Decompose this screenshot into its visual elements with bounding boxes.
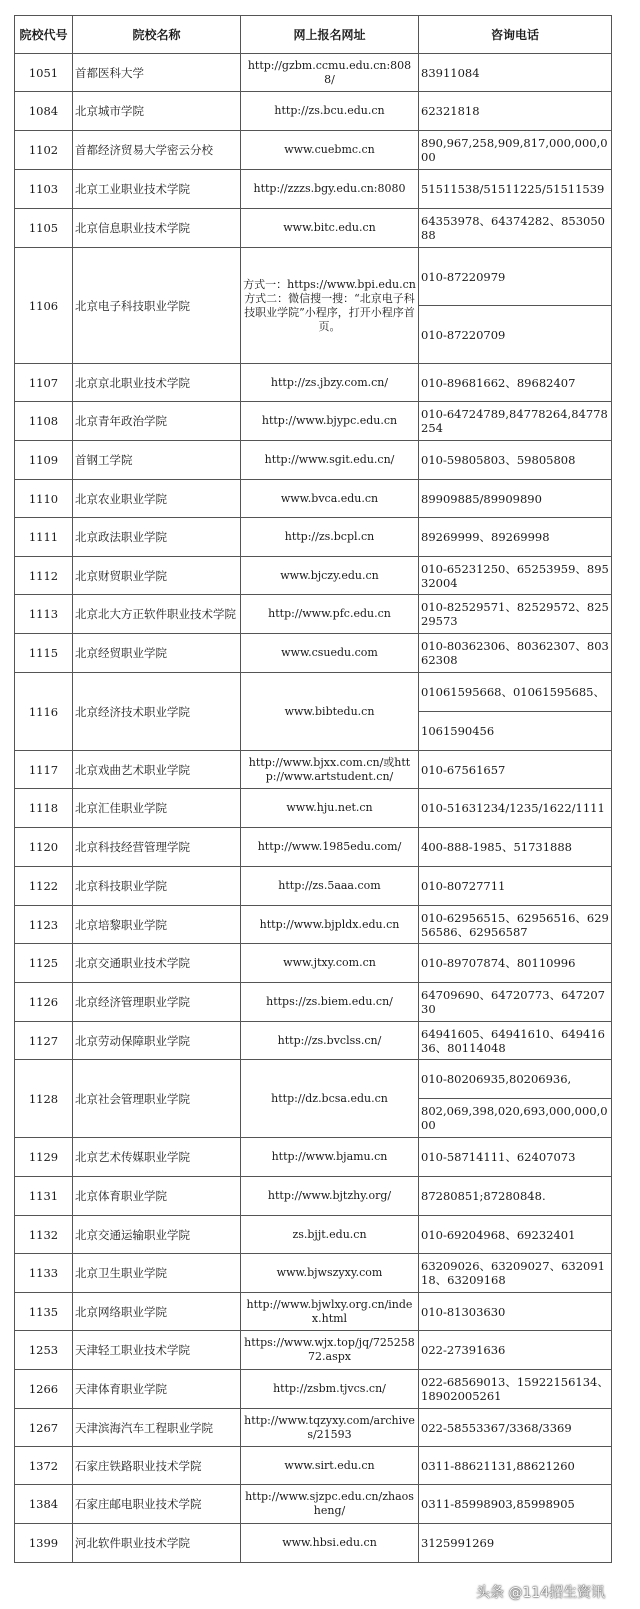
table-row xyxy=(15,54,612,92)
phone-number: 83911084 xyxy=(419,54,612,92)
school-name: 北京农业职业学院 xyxy=(73,480,241,518)
phone-number: 51511538/51511225/51511539 xyxy=(419,170,612,209)
phone-number: 010-67561657 xyxy=(419,751,612,789)
school-name: 天津滨海汽车工程职业学院 xyxy=(73,1409,241,1447)
phone-number: 64941605、64941610、64941636、80114048 xyxy=(419,1022,612,1060)
school-code: 1102 xyxy=(15,131,73,170)
table-row xyxy=(15,595,612,634)
phone-number: 3125991269 xyxy=(419,1524,612,1563)
table-row xyxy=(15,518,612,557)
table-row xyxy=(15,1254,612,1293)
table-row xyxy=(15,1331,612,1370)
phone-number: 010-87220979 xyxy=(419,248,612,306)
table-row xyxy=(15,1485,612,1524)
phone-number: 01061595668、01061595685、 xyxy=(419,673,612,712)
table-row xyxy=(15,1293,612,1331)
table-row xyxy=(15,1216,612,1254)
school-name: 北京信息职业技术学院 xyxy=(73,209,241,248)
table-row xyxy=(15,944,612,983)
phone-number: 010-82529571、82529572、82529573 xyxy=(419,595,612,634)
school-name: 北京经济管理职业学院 xyxy=(73,983,241,1022)
school-name: 北京培黎职业学院 xyxy=(73,906,241,944)
school-name: 首都医科大学 xyxy=(73,54,241,92)
header-url: 网上报名网址 xyxy=(241,16,419,54)
phone-number: 022-58553367/3368/3369 xyxy=(419,1409,612,1447)
phone-number: 010-65231250、65253959、89532004 xyxy=(419,557,612,595)
table-row xyxy=(15,1177,612,1216)
table-row xyxy=(15,131,612,170)
table-row xyxy=(15,789,612,828)
school-code: 1122 xyxy=(15,867,73,906)
signup-url[interactable]: http://gzbm.ccmu.edu.cn:8088/ xyxy=(241,54,419,92)
school-code: 1115 xyxy=(15,634,73,673)
school-code: 1123 xyxy=(15,906,73,944)
signup-url[interactable]: http://www.1985edu.com/ xyxy=(241,828,419,867)
school-code: 1399 xyxy=(15,1524,73,1563)
table-row xyxy=(15,557,612,595)
school-name: 北京汇佳职业学院 xyxy=(73,789,241,828)
signup-url[interactable]: www.hbsi.edu.cn xyxy=(241,1524,419,1563)
signup-url[interactable]: www.bjwszyxy.com xyxy=(241,1254,419,1293)
school-name: 北京财贸职业学院 xyxy=(73,557,241,595)
signup-url[interactable]: http://www.sgit.edu.cn/ xyxy=(241,441,419,480)
school-name: 北京体育职业学院 xyxy=(73,1177,241,1216)
phone-number: 010-58714111、62407073 xyxy=(419,1138,612,1177)
school-name: 北京交通运输职业学院 xyxy=(73,1216,241,1254)
phone-number: 0311-85998903,85998905 xyxy=(419,1485,612,1524)
signup-url[interactable]: http://zs.bcpl.cn xyxy=(241,518,419,557)
school-name: 北京科技经营管理学院 xyxy=(73,828,241,867)
table-row xyxy=(15,441,612,480)
signup-url[interactable]: www.sirt.edu.cn xyxy=(241,1447,419,1485)
phone-number: 1061590456 xyxy=(419,712,612,751)
table-row xyxy=(15,92,612,131)
table-row xyxy=(15,402,612,441)
school-name: 北京电子科技职业学院 xyxy=(73,248,241,364)
school-code: 1384 xyxy=(15,1485,73,1524)
signup-url[interactable]: http://www.sjzpc.edu.cn/zhaosheng/ xyxy=(241,1485,419,1524)
signup-url[interactable]: www.cuebmc.cn xyxy=(241,131,419,170)
signup-url[interactable]: https://zs.biem.edu.cn/ xyxy=(241,983,419,1022)
school-code: 1125 xyxy=(15,944,73,983)
table-row xyxy=(15,751,612,789)
phone-number: 010-80362306、80362307、80362308 xyxy=(419,634,612,673)
table-row xyxy=(15,1370,612,1409)
table-row xyxy=(15,1409,612,1447)
phone-number: 89909885/89909890 xyxy=(419,480,612,518)
signup-url[interactable]: http://www.bjypc.edu.cn xyxy=(241,402,419,441)
school-code: 1103 xyxy=(15,170,73,209)
school-code: 1129 xyxy=(15,1138,73,1177)
school-code: 1106 xyxy=(15,248,73,364)
phone-number: 022-27391636 xyxy=(419,1331,612,1370)
phone-number: 010-59805803、59805808 xyxy=(419,441,612,480)
school-name: 天津体育职业学院 xyxy=(73,1370,241,1409)
header-name: 院校名称 xyxy=(73,16,241,54)
school-name: 北京工业职业技术学院 xyxy=(73,170,241,209)
school-code: 1110 xyxy=(15,480,73,518)
table-row xyxy=(15,1524,612,1563)
school-name: 北京社会管理职业学院 xyxy=(73,1060,241,1138)
table-body xyxy=(15,54,612,1563)
school-code: 1131 xyxy=(15,1177,73,1216)
table-row xyxy=(15,209,612,248)
signup-url[interactable]: https://www.wjx.top/jq/72525872.aspx xyxy=(241,1331,419,1370)
school-name: 北京政法职业学院 xyxy=(73,518,241,557)
school-code: 1111 xyxy=(15,518,73,557)
school-name: 北京科技职业学院 xyxy=(73,867,241,906)
school-name: 北京卫生职业学院 xyxy=(73,1254,241,1293)
phone-number: 802,069,398,020,693,000,000,000 xyxy=(419,1099,612,1138)
school-name: 石家庄铁路职业技术学院 xyxy=(73,1447,241,1485)
school-name: 北京交通职业技术学院 xyxy=(73,944,241,983)
school-code: 1105 xyxy=(15,209,73,248)
school-name: 北京城市学院 xyxy=(73,92,241,131)
phone-number: 022-68569013、15922156134、18902005261 xyxy=(419,1370,612,1409)
signup-url[interactable]: www.bitc.edu.cn xyxy=(241,209,419,248)
admission-table-wrapper xyxy=(14,15,612,1563)
table-row xyxy=(15,364,612,402)
signup-url[interactable]: http://www.bjpldx.edu.cn xyxy=(241,906,419,944)
phone-number: 010-89707874、80110996 xyxy=(419,944,612,983)
school-code: 1253 xyxy=(15,1331,73,1370)
school-code: 1266 xyxy=(15,1370,73,1409)
school-code: 1109 xyxy=(15,441,73,480)
phone-number: 010-62956515、62956516、62956586、62956587 xyxy=(419,906,612,944)
table-row xyxy=(15,634,612,673)
header-code: 院校代号 xyxy=(15,16,73,54)
phone-number: 010-64724789,84778264,84778254 xyxy=(419,402,612,441)
school-name: 北京网络职业学院 xyxy=(73,1293,241,1331)
signup-url[interactable]: www.bibtedu.cn xyxy=(241,673,419,751)
phone-number: 010-51631234/1235/1622/1111 xyxy=(419,789,612,828)
table-row xyxy=(15,906,612,944)
signup-url[interactable]: www.hju.net.cn xyxy=(241,789,419,828)
signup-url[interactable]: zs.bjjt.edu.cn xyxy=(241,1216,419,1254)
table-row xyxy=(15,867,612,906)
school-name: 北京经贸职业学院 xyxy=(73,634,241,673)
table-row xyxy=(15,480,612,518)
table-row xyxy=(15,983,612,1022)
signup-url[interactable]: http://zs.bcu.edu.cn xyxy=(241,92,419,131)
signup-url[interactable]: http://zs.bvclss.cn/ xyxy=(241,1022,419,1060)
school-name: 天津轻工职业技术学院 xyxy=(73,1331,241,1370)
phone-number: 010-81303630 xyxy=(419,1293,612,1331)
school-name: 北京戏曲艺术职业学院 xyxy=(73,751,241,789)
signup-url[interactable]: 方式一：https://www.bpi.edu.cn 方式二：微信搜一搜：“北京电子科技职业学院”小程序，打开小程序首页。 xyxy=(241,248,419,364)
signup-url[interactable]: www.jtxy.com.cn xyxy=(241,944,419,983)
phone-number: 87280851;87280848. xyxy=(419,1177,612,1216)
table-row xyxy=(15,1447,612,1485)
school-code: 1118 xyxy=(15,789,73,828)
table-row xyxy=(15,1022,612,1060)
signup-url[interactable]: www.bvca.edu.cn xyxy=(241,480,419,518)
phone-number: 010-87220709 xyxy=(419,306,612,364)
watermark: 头条 @114招生资讯 xyxy=(476,1585,606,1601)
school-code: 1107 xyxy=(15,364,73,402)
school-code: 1112 xyxy=(15,557,73,595)
table-row xyxy=(15,1138,612,1177)
school-name: 北京经济技术职业学院 xyxy=(73,673,241,751)
phone-number: 63209026、63209027、63209118、63209168 xyxy=(419,1254,612,1293)
school-code: 1051 xyxy=(15,54,73,92)
school-name: 河北软件职业技术学院 xyxy=(73,1524,241,1563)
signup-url[interactable]: http://www.pfc.edu.cn xyxy=(241,595,419,634)
school-code: 1113 xyxy=(15,595,73,634)
phone-number: 400-888-1985、51731888 xyxy=(419,828,612,867)
signup-url[interactable]: http://dz.bcsa.edu.cn xyxy=(241,1060,419,1138)
table-row xyxy=(15,170,612,209)
phone-number: 89269999、89269998 xyxy=(419,518,612,557)
admission-table xyxy=(14,15,612,1563)
school-name: 北京劳动保障职业学院 xyxy=(73,1022,241,1060)
phone-number: 010-69204968、69232401 xyxy=(419,1216,612,1254)
header-row xyxy=(15,16,612,54)
header-tel: 咨询电话 xyxy=(419,16,612,54)
signup-url[interactable]: http://zs.jbzy.com.cn/ xyxy=(241,364,419,402)
table-row xyxy=(15,673,612,712)
school-code: 1116 xyxy=(15,673,73,751)
phone-number: 890,967,258,909,817,000,000,000 xyxy=(419,131,612,170)
signup-url[interactable]: http://www.tqzyxy.com/archives/21593 xyxy=(241,1409,419,1447)
table-row xyxy=(15,828,612,867)
school-name: 首都经济贸易大学密云分校 xyxy=(73,131,241,170)
school-code: 1372 xyxy=(15,1447,73,1485)
phone-number: 010-80206935,80206936, xyxy=(419,1060,612,1099)
phone-number: 62321818 xyxy=(419,92,612,131)
signup-url[interactable]: http://www.bjamu.cn xyxy=(241,1138,419,1177)
school-code: 1128 xyxy=(15,1060,73,1138)
school-name: 北京艺术传媒职业学院 xyxy=(73,1138,241,1177)
school-code: 1127 xyxy=(15,1022,73,1060)
school-code: 1120 xyxy=(15,828,73,867)
phone-number: 010-80727711 xyxy=(419,867,612,906)
signup-url[interactable]: http://www.bjwlxy.org.cn/index.html xyxy=(241,1293,419,1331)
school-name: 北京北大方正软件职业技术学院 xyxy=(73,595,241,634)
school-name: 首钢工学院 xyxy=(73,441,241,480)
school-code: 1135 xyxy=(15,1293,73,1331)
table-row xyxy=(15,248,612,306)
school-name: 北京青年政治学院 xyxy=(73,402,241,441)
phone-number: 0311-88621131,88621260 xyxy=(419,1447,612,1485)
phone-number: 64709690、64720773、64720730 xyxy=(419,983,612,1022)
phone-number: 64353978、64374282、85305088 xyxy=(419,209,612,248)
school-name: 北京京北职业技术学院 xyxy=(73,364,241,402)
school-code: 1108 xyxy=(15,402,73,441)
signup-url[interactable]: http://www.bjxx.com.cn/或http://www.artstudent.cn/ xyxy=(241,751,419,789)
school-code: 1084 xyxy=(15,92,73,131)
signup-url[interactable]: www.csuedu.com xyxy=(241,634,419,673)
school-name: 石家庄邮电职业技术学院 xyxy=(73,1485,241,1524)
signup-url[interactable]: http://www.bjtzhy.org/ xyxy=(241,1177,419,1216)
school-code: 1133 xyxy=(15,1254,73,1293)
table-row xyxy=(15,1060,612,1099)
signup-url[interactable]: http://zsbm.tjvcs.cn/ xyxy=(241,1370,419,1409)
signup-url[interactable]: http://zs.5aaa.com xyxy=(241,867,419,906)
school-code: 1132 xyxy=(15,1216,73,1254)
school-code: 1117 xyxy=(15,751,73,789)
school-code: 1126 xyxy=(15,983,73,1022)
phone-number: 010-89681662、89682407 xyxy=(419,364,612,402)
signup-url[interactable]: http://zzzs.bgy.edu.cn:8080 xyxy=(241,170,419,209)
school-code: 1267 xyxy=(15,1409,73,1447)
signup-url[interactable]: www.bjczy.edu.cn xyxy=(241,557,419,595)
